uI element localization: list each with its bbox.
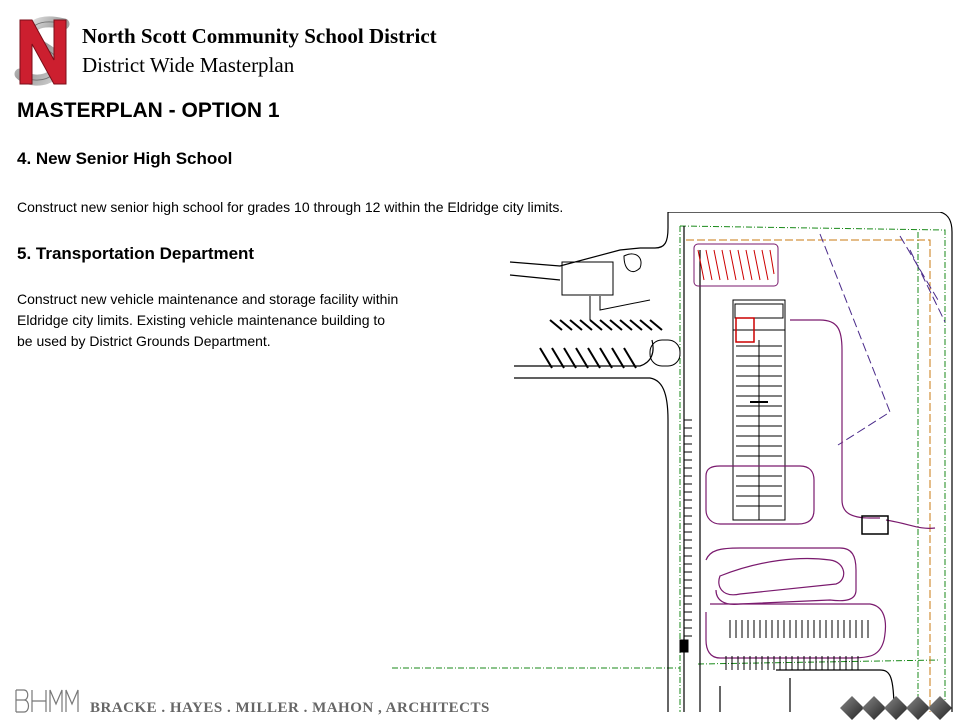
slide-title: MASTERPLAN - OPTION 1 [17, 99, 280, 122]
firm-name: BRACKE . HAYES . MILLER . MAHON , ARCHITECTS [90, 700, 490, 716]
body-line: be used by District Grounds Department. [17, 333, 271, 349]
district-name: North Scott Community School District [82, 24, 437, 48]
section-heading-senior-high: 4. New Senior High School [17, 149, 233, 168]
site-plan-drawing [390, 212, 960, 720]
body-line: Construct new vehicle maintenance and storage facility within [17, 291, 399, 307]
body-line: Eldridge city limits. Existing vehicle maintenance building to [17, 312, 386, 328]
firm-monogram-logo [12, 686, 80, 716]
diamond-arrows-icon[interactable] [838, 694, 960, 720]
document-subtitle: District Wide Masterplan [82, 53, 295, 77]
section-body-senior-high: Construct new senior high school for grades 10 through 12 within the Eldridge city limits. [17, 199, 564, 215]
section-heading-transportation: 5. Transportation Department [17, 244, 255, 263]
district-logo-icon [14, 14, 76, 88]
